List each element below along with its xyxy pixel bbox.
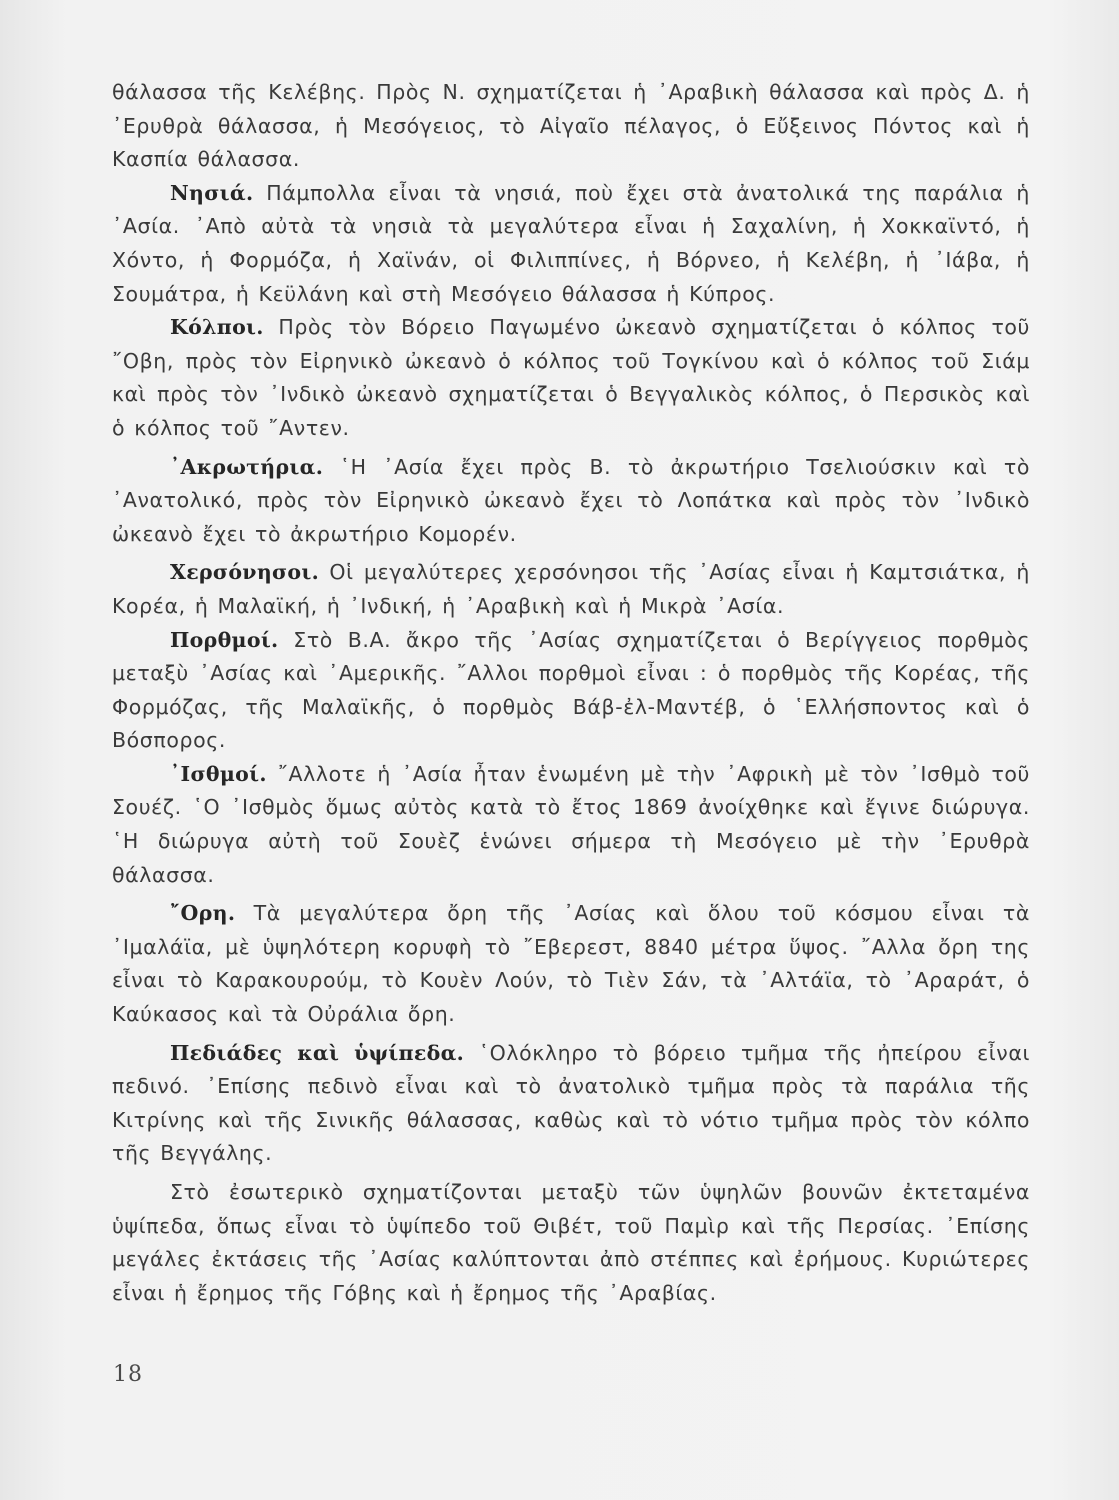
paragraph-continuation xyxy=(112,76,1030,177)
section-heading-gulfs: Κόλποι. xyxy=(170,315,264,340)
paragraph-gulfs xyxy=(112,311,1030,445)
section-heading-plains: Πεδιάδες καὶ ὑψίπεδα. xyxy=(170,1040,465,1065)
paragraph-straits xyxy=(112,624,1030,758)
paragraph-plateaus xyxy=(112,1176,1030,1310)
section-heading-capes: ᾿Ακρωτήρια. xyxy=(170,454,324,479)
section-heading-mountains: ῎Ορη. xyxy=(170,901,236,926)
body-text xyxy=(112,76,1030,1310)
paragraph-text: ῎Αλλοτε ἡ ᾿Ασία ἦταν ἑνωμένη μὲ τὴν ᾿Αφρικὴ μὲ τὸν ᾿Ισθμὸ τοῦ Σουέζ. ῾Ο ᾿Ισθμὸς ὅμως αὐτὸς κατὰ τὸ ἔτος 1869 ἀνοίχθηκε καὶ ἔγινε διώρυγα. ῾Η διώρυγα αὐτὴ τοῦ Σουὲζ ἑνώνει σήμερα τὴ Μεσόγειο μὲ τὴν ᾿Ερυθρὰ θάλασσα. xyxy=(112,761,1030,887)
section-heading-isthmuses: ᾿Ισθμοί. xyxy=(170,761,267,786)
paragraph-text: Οἱ μεγαλύτερες χερσόνησοι τῆς ᾿Ασίας εἶναι ἡ Καμτσιάτκα, ἡ Κορέα, ἡ Μαλαϊκή, ἡ ᾿Ινδική, ἡ ᾿Αραβικὴ καὶ ἡ Μικρὰ ᾿Ασία. xyxy=(112,560,1030,618)
paragraph-text: Στὸ ἐσωτερικὸ σχηματίζονται μεταξὺ τῶν ὑψηλῶν βουνῶν ἐκτεταμένα ὑψίπεδα, ὅπως εἶναι τὸ ὑψίπεδο τοῦ Θιβέτ, τοῦ Παμὶρ καὶ τῆς Περσίας. ᾿Επίσης μεγάλες ἐκτάσεις τῆς ᾿Ασίας καλύπτονται ἀπὸ στέππες καὶ ἐρήμους. Κυριώτερες εἶναι ἡ ἔρημος τῆς Γόβης καὶ ἡ ἔρημος τῆς ᾿Αραβίας. xyxy=(112,1180,1030,1305)
paragraph-isthmuses xyxy=(112,758,1030,892)
paragraph-capes xyxy=(112,451,1030,552)
paragraph-text: Πάμπολλα εἶναι τὰ νησιά, ποὺ ἔχει στὰ ἀνατολικά της παράλια ἡ ᾿Ασία. ᾿Απὸ αὐτὰ τὰ νησιὰ τὰ μεγαλύτερα εἶναι ἡ Σαχαλίνη, ἡ Χοκκαϊντό, ἡ Χόντο, ἡ Φορμόζα, ἡ Χαϊνάν, οἱ Φιλιππίνες, ἡ Βόρνεο, ἡ Κελέβη, ἡ ᾿Ιάβα, ἡ Σουμάτρα, ἡ Κεϋλάνη καὶ στὴ Μεσόγειο θάλασσα ἡ Κύπρος. xyxy=(112,180,1031,306)
paragraph-text: ῾Η ᾿Ασία ἔχει πρὸς Β. τὸ ἀκρωτήριο Τσελιούσκιν καὶ τὸ ᾿Ανατολικό, πρὸς τὸν Εἰρηνικὸ ὠκεανὸ ἔχει τὸ Λοπάτκα καὶ πρὸς τὸν ᾿Ινδικὸ ὠκεανὸ ἔχει τὸ ἀκρωτήριο Κομορέν. xyxy=(112,454,1030,546)
paragraph-text: ῾Ολόκληρο τὸ βόρειο τμῆμα τῆς ἠπείρου εἶναι πεδινό. ᾿Επίσης πεδινὸ εἶναι καὶ τὸ ἀνατολικὸ τμῆμα πρὸς τὰ παράλια τῆς Κιτρίνης καὶ τῆς Σινικῆς θάλασσας, καθὼς καὶ τὸ νότιο τμῆμα πρὸς τὸν κόλπο τῆς Βεγγάλης. xyxy=(112,1040,1030,1166)
section-heading-peninsulas: Χερσόνησοι. xyxy=(170,560,320,585)
paragraph-plains xyxy=(112,1037,1030,1171)
paragraph-text: θάλασσα τῆς Κελέβης. Πρὸς Ν. σχηματίζεται ἡ ᾿Αραβικὴ θάλασσα καὶ πρὸς Δ. ἡ ᾿Ερυθρὰ θάλασσα, ἡ Μεσόγειος, τὸ Αἰγαῖο πέλαγος, ὁ Εὔξεινος Πόντος καὶ ἡ Κασπία θάλασσα. xyxy=(112,80,1030,172)
paragraph-islands xyxy=(112,177,1030,311)
page-number: 18 xyxy=(113,1362,143,1387)
paragraph-text: Πρὸς τὸν Βόρειο Παγωμένο ὠκεανὸ σχηματίζεται ὁ κόλπος τοῦ ῎Οβη, πρὸς τὸν Εἰρηνικὸ ὠκεανὸ ὁ κόλπος τοῦ Τογκίνου καὶ ὁ κόλπος τοῦ Σιάμ καὶ πρὸς τὸν ᾿Ινδικὸ ὠκεανὸ σχηματίζεται ὁ Βεγγαλικὸς κόλπος, ὁ Περσικὸς καὶ ὁ κόλπος τοῦ ῎Αντεν. xyxy=(112,315,1030,440)
paragraph-text: Τὰ μεγαλύτερα ὄρη τῆς ᾿Ασίας καὶ ὅλου τοῦ κόσμου εἶναι τὰ ᾿Ιμαλάϊα, μὲ ὑψηλότερη κορυφὴ τὸ ῎Εβερεστ, 8840 μέτρα ὕψος. ῎Αλλα ὄρη της εἶναι τὸ Καρακουρούμ, τὸ Κουὲν Λούν, τὸ Τιὲν Σάν, τὰ ᾿Αλτάϊα, τὸ ᾿Αραράτ, ὁ Καύκασος καὶ τὰ Οὐράλια ὄρη. xyxy=(112,901,1030,1027)
paragraph-mountains xyxy=(112,897,1030,1031)
section-heading-islands: Νησιά. xyxy=(170,180,254,205)
paragraph-peninsulas xyxy=(112,556,1030,623)
paragraph-text: Στὸ Β.Α. ἄκρο τῆς ᾿Ασίας σχηματίζεται ὁ Βερίγγειος πορθμὸς μεταξὺ ᾿Ασίας καὶ ᾿Αμερικῆς. ῎Αλλοι πορθμοὶ εἶναι : ὁ πορθμὸς τῆς Κορέας, τῆς Φορμόζας, τῆς Μαλαϊκῆς, ὁ πορθμὸς Βάβ-ἐλ-Μαντέβ, ὁ ῾Ελλήσποντος καὶ ὁ Βόσπορος. xyxy=(112,627,1030,753)
section-heading-straits: Πορθμοί. xyxy=(170,627,279,652)
